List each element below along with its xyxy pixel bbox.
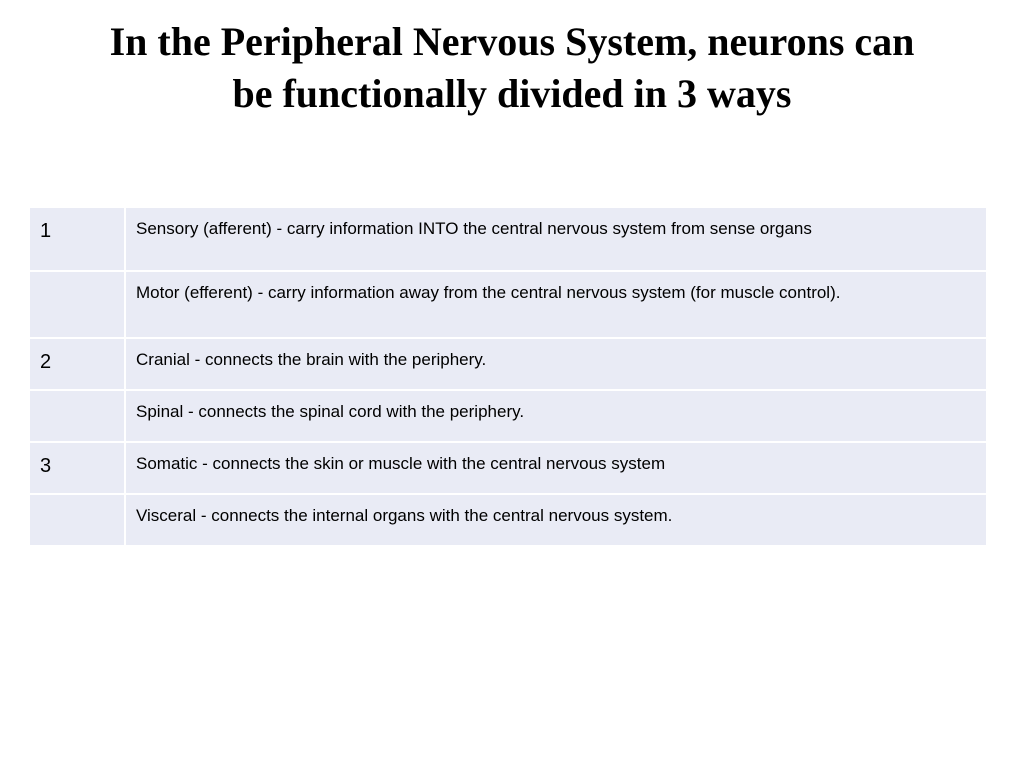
table-row [29, 338, 987, 390]
table-row [29, 494, 987, 546]
row-number: 1 [29, 207, 125, 271]
row-description: Cranial - connects the brain with the periphery. [125, 338, 987, 390]
row-number [29, 494, 125, 546]
row-number: 2 [29, 338, 125, 390]
row-description: Visceral - connects the internal organs with the central nervous system. [125, 494, 987, 546]
table-row [29, 442, 987, 494]
table-row [29, 390, 987, 442]
table-row [29, 207, 987, 271]
row-description: Motor (efferent) - carry information away from the central nervous system (for muscle control). [125, 271, 987, 338]
slide-title-line-1: In the Peripheral Nervous System, neurons can [109, 19, 915, 64]
table-row [29, 271, 987, 338]
row-description: Somatic - connects the skin or muscle with the central nervous system [125, 442, 987, 494]
slide-title-line-2: be functionally divided in 3 ways [232, 71, 792, 116]
row-description: Sensory (afferent) - carry information INTO the central nervous system from sense organs [125, 207, 987, 271]
row-number [29, 390, 125, 442]
row-description: Spinal - connects the spinal cord with the periphery. [125, 390, 987, 442]
row-number: 3 [29, 442, 125, 494]
classification-table [28, 206, 988, 547]
slide-title [20, 16, 1004, 120]
row-number [29, 271, 125, 338]
